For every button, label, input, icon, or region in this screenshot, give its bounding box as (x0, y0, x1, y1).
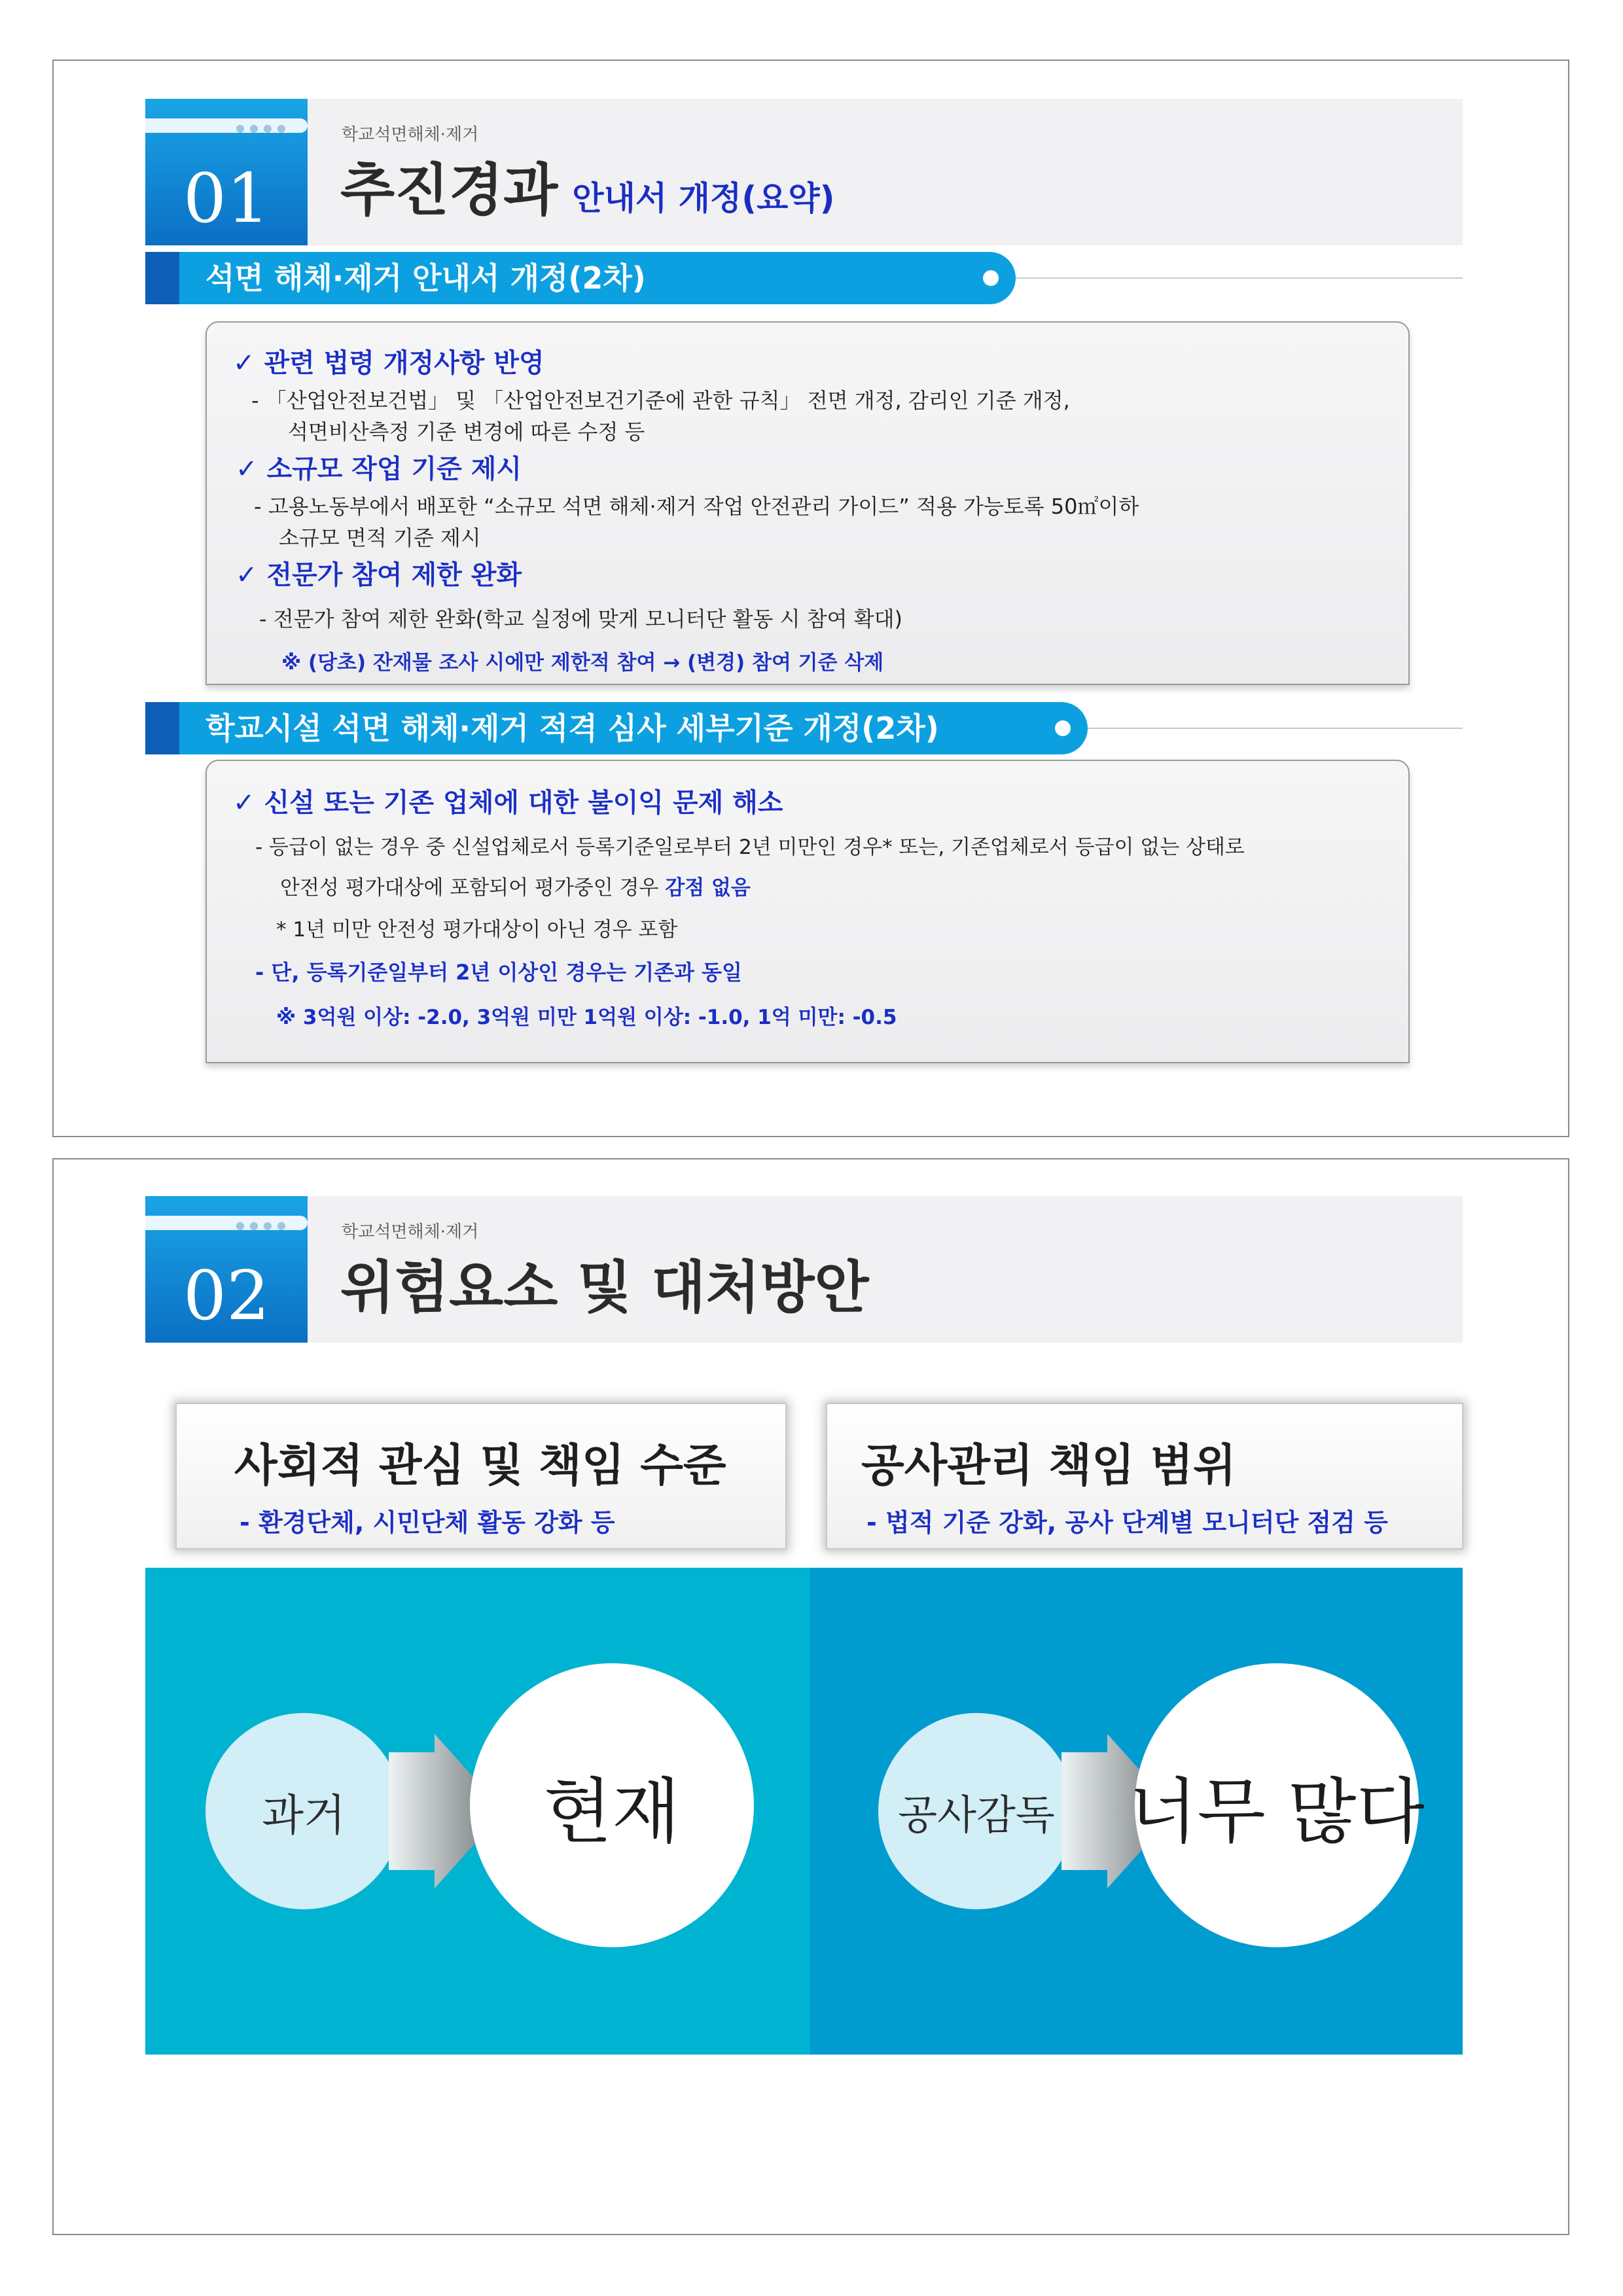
card-title: 공사관리 책임 범위 (861, 1440, 1236, 1492)
dots-decoration: ●●●● (236, 1219, 291, 1231)
banner-dot-icon (1055, 720, 1071, 736)
item-line: - 등급이 없는 경우 중 신설업체로서 등록기준일로부터 2년 미만인 경우* 또는, 기존업체로서 등급이 없는 상태로 (255, 836, 1245, 859)
panel-left (145, 1568, 810, 2055)
item-heading: ✓ 신설 또는 기존 업체에 대한 불이익 문제 해소 (233, 788, 783, 818)
page-title: 위험요소 및 대처방안 (340, 1255, 869, 1320)
circle-to: 너무 많다 (1135, 1663, 1419, 1947)
section-banner-1 (145, 252, 1016, 304)
section-banner-title: 석면 해체·제거 안내서 개정(2차) (205, 260, 646, 296)
banner-rule (1016, 277, 1463, 279)
card-title: 사회적 관심 및 책임 수준 (234, 1440, 726, 1492)
item-note: ※ 3억원 이상: -2.0, 3억원 미만 1억원 이상: -1.0, 1억 미만: -0.5 (276, 1006, 897, 1029)
item-heading: ✓ 전문가 참여 제한 완화 (236, 560, 522, 590)
content-box-1 (205, 321, 1410, 685)
content-box-2 (205, 760, 1410, 1063)
section-number-box (145, 99, 308, 245)
circle-to: 현재 (470, 1663, 754, 1947)
item-line: - 전문가 참여 제한 완화(학교 실정에 맞게 모니터단 활동 시 참여 확대) (259, 607, 903, 631)
banner-rule (1088, 728, 1463, 729)
item-line: - 「산업안전보건법」 및 「산업안전보건기준에 관한 규칙」 전면 개정, 감리인 기준 개정, (251, 388, 1070, 413)
item-line: 소규모 면적 기준 제시 (279, 525, 481, 550)
page-title (340, 158, 835, 231)
slide-2 (52, 1158, 1569, 2235)
section-banner-title: 학교시설 석면 해체·제거 적격 심사 세부기준 개정(2차) (205, 711, 939, 746)
section-number: 02 (183, 1256, 270, 1335)
item-heading: ✓ 관련 법령 개정사항 반영 (233, 348, 544, 378)
item-line-emphasis: 감점 없음 (665, 876, 751, 900)
item-line-text: 안전성 평가대상에 포함되어 평가중인 경우 (280, 876, 666, 900)
item-footnote: * 1년 미만 안전성 평가대상이 아닌 경우 포함 (276, 918, 678, 942)
banner-dot-icon (983, 270, 999, 286)
banner-lead-block (145, 252, 179, 304)
card-construction-management (826, 1403, 1463, 1549)
section-banner-2 (145, 702, 1088, 754)
banner-lead-block (145, 702, 179, 754)
dots-decoration: ●●●● (236, 122, 291, 134)
section-number: 01 (183, 158, 270, 238)
card-subtitle: - 환경단체, 시민단체 활동 강화 등 (240, 1508, 615, 1537)
panel-right (810, 1568, 1463, 2055)
item-line: 석면비산측정 기준 변경에 따른 수정 등 (288, 419, 645, 444)
page-title-text: 추진경과 (340, 158, 558, 223)
circle-from: 과거 (205, 1713, 402, 1909)
item-line: - 고용노동부에서 배포한 “소규모 석면 해체·제거 작업 안전관리 가이드” 적용 가능토록 50㎡이하 (254, 494, 1139, 519)
item-note: ※ (당초) 잔재물 조사 시에만 제한적 참여 → (변경) 참여 기준 삭제 (281, 651, 884, 675)
section-number-box (145, 1196, 308, 1343)
item-line: - 단, 등록기준일부터 2년 이상인 경우는 기존과 동일 (255, 960, 742, 985)
item-line (280, 871, 751, 900)
slide-1 (52, 60, 1569, 1137)
header-small-label: 학교석면해체·제거 (342, 125, 479, 145)
page-subtitle: 안내서 개정(요약) (572, 179, 835, 217)
item-heading: ✓ 소규모 작업 기준 제시 (236, 454, 522, 484)
header-small-label: 학교석면해체·제거 (342, 1222, 479, 1242)
circle-from: 공사감독 (878, 1713, 1075, 1909)
card-social-responsibility (175, 1403, 787, 1549)
card-subtitle: - 법적 기준 강화, 공사 단계별 모니터단 점검 등 (866, 1508, 1388, 1537)
